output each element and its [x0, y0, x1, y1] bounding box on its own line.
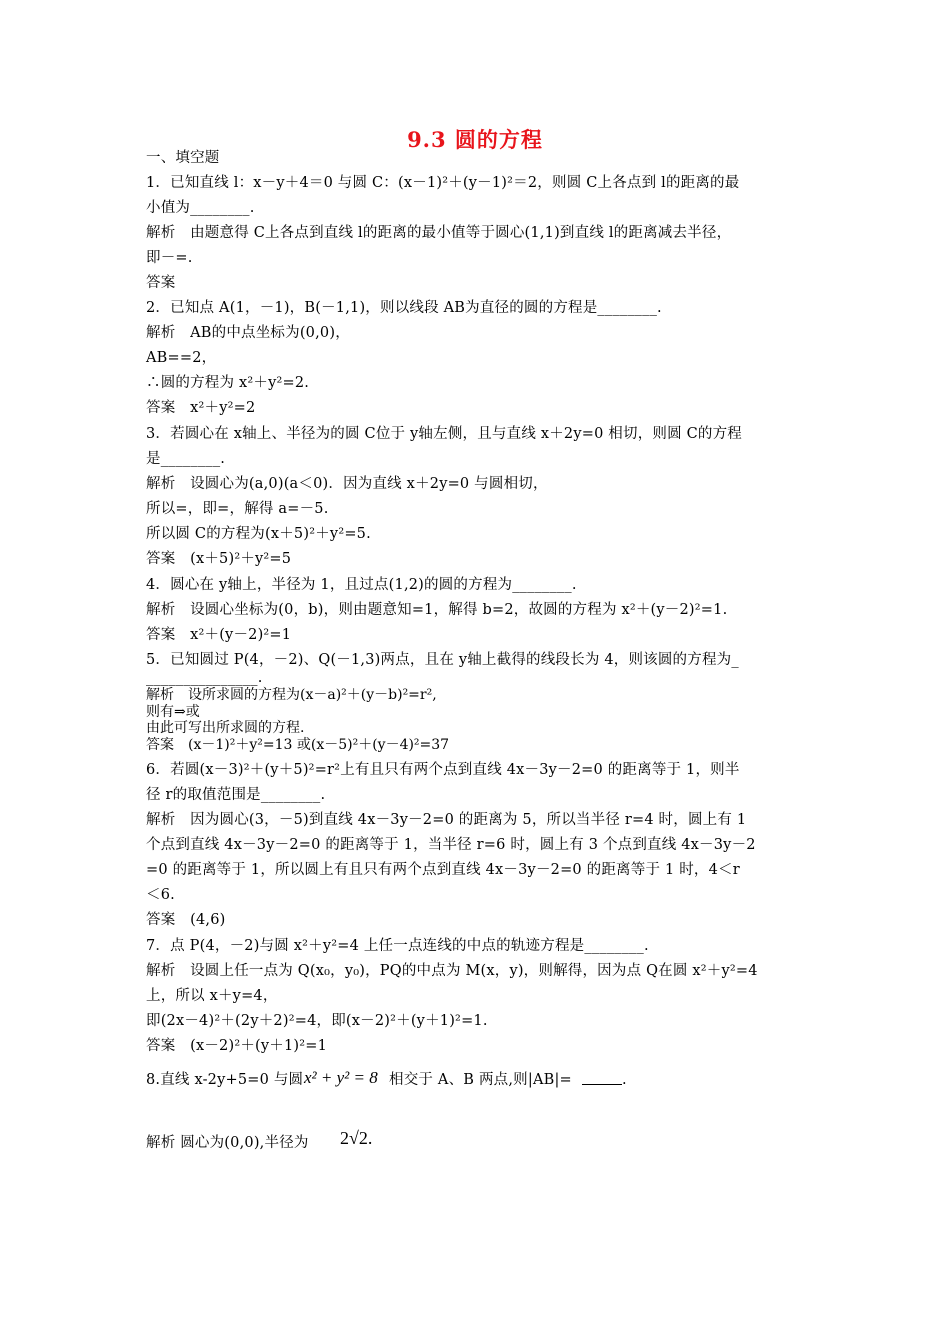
analysis-7-line2: 上，所以 x＋y=4，	[146, 988, 278, 1004]
analysis-6-line3: =0 的距离等于 1，所以圆上有且只有两个点到直线 4x－3y－2=0 的距离等于 1 时，4＜r	[146, 862, 740, 878]
question-3: 3．若圆心在 x轴上、半径为的圆 C位于 y轴左侧，且与直线 x＋2y=0 相切，则圆 C的方程	[146, 426, 743, 442]
question-7: 7．点 P(4，－2)与圆 x²＋y²=4 上任一点连线的中点的轨迹方程是________.	[146, 938, 649, 954]
analysis-3-line2: 所以=，即=，解得 a=－5.	[146, 501, 329, 517]
question-8-period: .	[622, 1072, 627, 1088]
analysis-3-line3: 所以圆 C的方程为(x＋5)²＋y²=5.	[146, 526, 371, 542]
question-1-cont: 小值为________.	[146, 200, 255, 216]
page-title: 9.3 圆的方程	[407, 127, 543, 152]
question-2: 2．已知点 A(1，－1)，B(－1,1)，则以线段 AB为直径的圆的方程是________.	[146, 300, 662, 316]
question-8: 8.直线 x-2y+5=0 与圆	[146, 1072, 304, 1088]
answer-blank	[582, 1070, 622, 1085]
question-8-cont: 相交于 A、B 两点,则|AB|=	[389, 1072, 572, 1088]
analysis-1-cont: 即－=.	[146, 250, 193, 266]
analysis-7: 解析 设圆上任一点为 Q(x₀，y₀)，PQ的中点为 M(x，y)，则解得，因为点 Q在圆 x²＋y²=4	[146, 963, 758, 979]
analysis-2: 解析 AB的中点坐标为(0,0)，	[146, 325, 350, 341]
analysis-3: 解析 设圆心为(a,0)(a＜0)．因为直线 x＋2y=0 与圆相切，	[146, 476, 548, 492]
answer-3: 答案 (x＋5)²＋y²=5	[146, 551, 292, 567]
circle-equation: x² + y² = 8	[304, 1068, 378, 1087]
analysis-2-line3: ∴圆的方程为 x²＋y²=2.	[146, 375, 310, 391]
answer-1: 答案	[146, 275, 176, 291]
answer-7: 答案 (x－2)²＋(y＋1)²=1	[146, 1038, 328, 1054]
analysis-6-line4: ＜6.	[146, 887, 175, 903]
question-6-cont: 径 r的取值范围是________.	[146, 787, 326, 803]
question-4: 4．圆心在 y轴上，半径为 1，且过点(1,2)的圆的方程为________.	[146, 577, 577, 593]
radius-value: 2√2.	[340, 1128, 373, 1148]
answer-2: 答案 x²＋y²=2	[146, 400, 256, 416]
analysis-7-line3: 即(2x－4)²＋(2y＋2)²=4，即(x－2)²＋(y＋1)²=1.	[146, 1013, 488, 1029]
question-3-cont: 是________.	[146, 451, 226, 467]
answer-4: 答案 x²＋(y－2)²=1	[146, 627, 292, 643]
analysis-5-line2: 则有⇒或	[146, 704, 200, 720]
question-5: 5．已知圆过 P(4，－2)、Q(－1,3)两点，且在 y轴上截得的线段长为 4，则该圆的方程为_	[146, 652, 739, 668]
analysis-1: 解析 由题意得 C上各点到直线 l的距离的最小值等于圆心(1,1)到直线 l的距离减去半径，	[146, 225, 732, 241]
question-5-cont: _______________.	[146, 670, 263, 686]
section-heading: 一、填空题	[146, 150, 220, 166]
analysis-6-line2: 个点到直线 4x－3y－2=0 的距离等于 1，当半径 r=6 时，圆上有 3 个点到直线 4x－3y－2	[146, 837, 756, 853]
analysis-5: 解析 设所求圆的方程为(x－a)²＋(y－b)²=r²,	[146, 687, 437, 703]
question-6: 6．若圆(x－3)²＋(y＋5)²=r²上有且只有两个点到直线 4x－3y－2=0 的距离等于 1，则半	[146, 762, 740, 778]
analysis-6: 解析 因为圆心(3，－5)到直线 4x－3y－2=0 的距离为 5，所以当半径 r=4 时，圆上有 1	[146, 812, 747, 828]
analysis-8: 解析 圆心为(0,0),半径为	[146, 1135, 309, 1151]
analysis-5-line3: 由此可写出所求圆的方程.	[146, 720, 305, 736]
question-1: 1．已知直线 l：x－y＋4＝0 与圆 C：(x－1)²＋(y－1)²＝2，则圆 C上各点到 l的距离的最	[146, 175, 740, 191]
answer-5: 答案 (x－1)²＋y²=13 或(x－5)²＋(y－4)²=37	[146, 737, 450, 753]
analysis-4: 解析 设圆心坐标为(0，b)，则由题意知=1，解得 b=2，故圆的方程为 x²＋(y－2)²=1.	[146, 602, 728, 618]
analysis-2-line2: AB==2，	[146, 350, 217, 366]
answer-6: 答案 (4,6)	[146, 912, 226, 928]
